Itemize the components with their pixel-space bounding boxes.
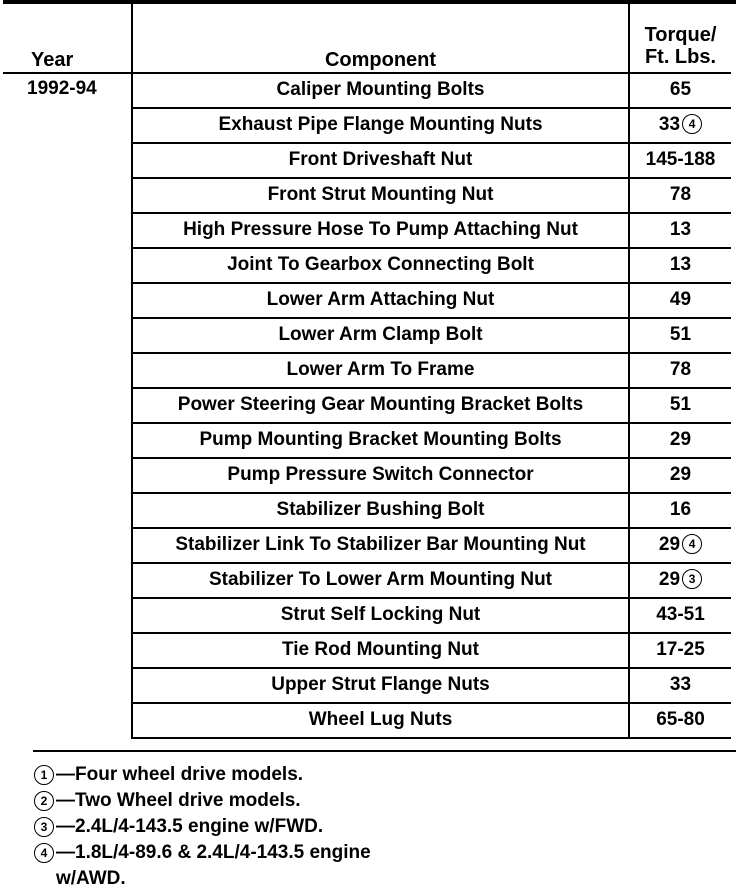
footnote-item [34, 788, 724, 814]
torque-value: 16 [669, 499, 692, 520]
torque-value: 145-188 [645, 149, 716, 170]
torque-value: 29 [669, 464, 692, 485]
component-cell: Stabilizer Bushing Bolt [132, 493, 629, 528]
torque-value: 51 [669, 324, 692, 345]
torque-value: 51 [669, 394, 692, 415]
torque-cell [629, 528, 731, 563]
component-cell: Pump Mounting Bracket Mounting Bolts [132, 423, 629, 458]
footnote-ref-marker: 3 [682, 569, 702, 589]
component-cell: Lower Arm Attaching Nut [132, 283, 629, 318]
table-body [3, 73, 731, 738]
torque-spec-table [3, 4, 731, 739]
footnote-number-marker: 1 [34, 765, 54, 785]
torque-cell [629, 668, 731, 703]
component-cell: Power Steering Gear Mounting Bracket Bolts [132, 388, 629, 423]
torque-cell [629, 493, 731, 528]
torque-cell [629, 703, 731, 738]
footnote-text: —2.4L/4-143.5 engine w/FWD. [56, 816, 324, 837]
component-cell: Strut Self Locking Nut [132, 598, 629, 633]
footnote-ref-marker: 4 [682, 114, 702, 134]
torque-value: 78 [669, 184, 692, 205]
torque-value: 65 [669, 79, 692, 100]
torque-cell [629, 633, 731, 668]
torque-cell [629, 143, 731, 178]
footnote-number-marker: 3 [34, 817, 54, 837]
footnotes [34, 762, 724, 892]
torque-value: 33 [669, 674, 692, 695]
footnote-text: —Four wheel drive models. [56, 764, 304, 785]
component-cell: Joint To Gearbox Connecting Bolt [132, 248, 629, 283]
footnote-item [34, 814, 724, 840]
footnote-item [34, 762, 724, 788]
torque-value: 43-51 [656, 604, 705, 625]
header-row [3, 4, 731, 73]
torque-cell [629, 248, 731, 283]
torque-cell [629, 178, 731, 213]
footnote-item [34, 840, 724, 892]
torque-value: 17-25 [656, 639, 705, 660]
torque-cell [629, 388, 731, 423]
component-cell: Upper Strut Flange Nuts [132, 668, 629, 703]
year-header: Year [3, 4, 132, 73]
component-cell: Exhaust Pipe Flange Mounting Nuts [132, 108, 629, 143]
torque-cell [629, 563, 731, 598]
footnote-text: —Two Wheel drive models. [56, 790, 301, 811]
torque-cell [629, 283, 731, 318]
footnote-ref-marker: 4 [682, 534, 702, 554]
torque-header-line2: Ft. Lbs. [644, 46, 717, 68]
table-row [3, 73, 731, 108]
torque-cell [629, 73, 731, 108]
component-cell: High Pressure Hose To Pump Attaching Nut [132, 213, 629, 248]
torque-value: 49 [669, 289, 692, 310]
torque-cell [629, 318, 731, 353]
component-cell: Front Driveshaft Nut [132, 143, 629, 178]
footnote-text: —1.8L/4-89.6 & 2.4L/4-143.5 engine w/AWD. [56, 842, 371, 889]
component-header: Component [132, 4, 629, 73]
component-cell: Caliper Mounting Bolts [132, 73, 629, 108]
torque-cell [629, 458, 731, 493]
torque-cell [629, 423, 731, 458]
torque-value: 29 [669, 429, 692, 450]
component-cell: Tie Rod Mounting Nut [132, 633, 629, 668]
torque-value: 13 [669, 219, 692, 240]
torque-value: 29 [658, 534, 681, 555]
torque-value: 78 [669, 359, 692, 380]
torque-cell [629, 108, 731, 143]
bottom-rule [33, 750, 736, 752]
component-cell: Lower Arm To Frame [132, 353, 629, 388]
torque-header [629, 4, 731, 73]
component-cell: Pump Pressure Switch Connector [132, 458, 629, 493]
component-cell: Stabilizer Link To Stabilizer Bar Mounting Nut [132, 528, 629, 563]
component-cell: Wheel Lug Nuts [132, 703, 629, 738]
component-cell: Front Strut Mounting Nut [132, 178, 629, 213]
torque-value: 33 [658, 114, 681, 135]
footnote-number-marker: 2 [34, 791, 54, 811]
footnote-number-marker: 4 [34, 843, 54, 863]
component-cell: Lower Arm Clamp Bolt [132, 318, 629, 353]
torque-cell [629, 213, 731, 248]
torque-cell [629, 598, 731, 633]
torque-value: 13 [669, 254, 692, 275]
torque-value: 65-80 [656, 709, 705, 730]
year-cell: 1992-94 [27, 78, 97, 99]
component-cell: Stabilizer To Lower Arm Mounting Nut [132, 563, 629, 598]
torque-cell [629, 353, 731, 388]
torque-value: 29 [658, 569, 681, 590]
torque-header-line1: Torque/ [644, 24, 717, 46]
